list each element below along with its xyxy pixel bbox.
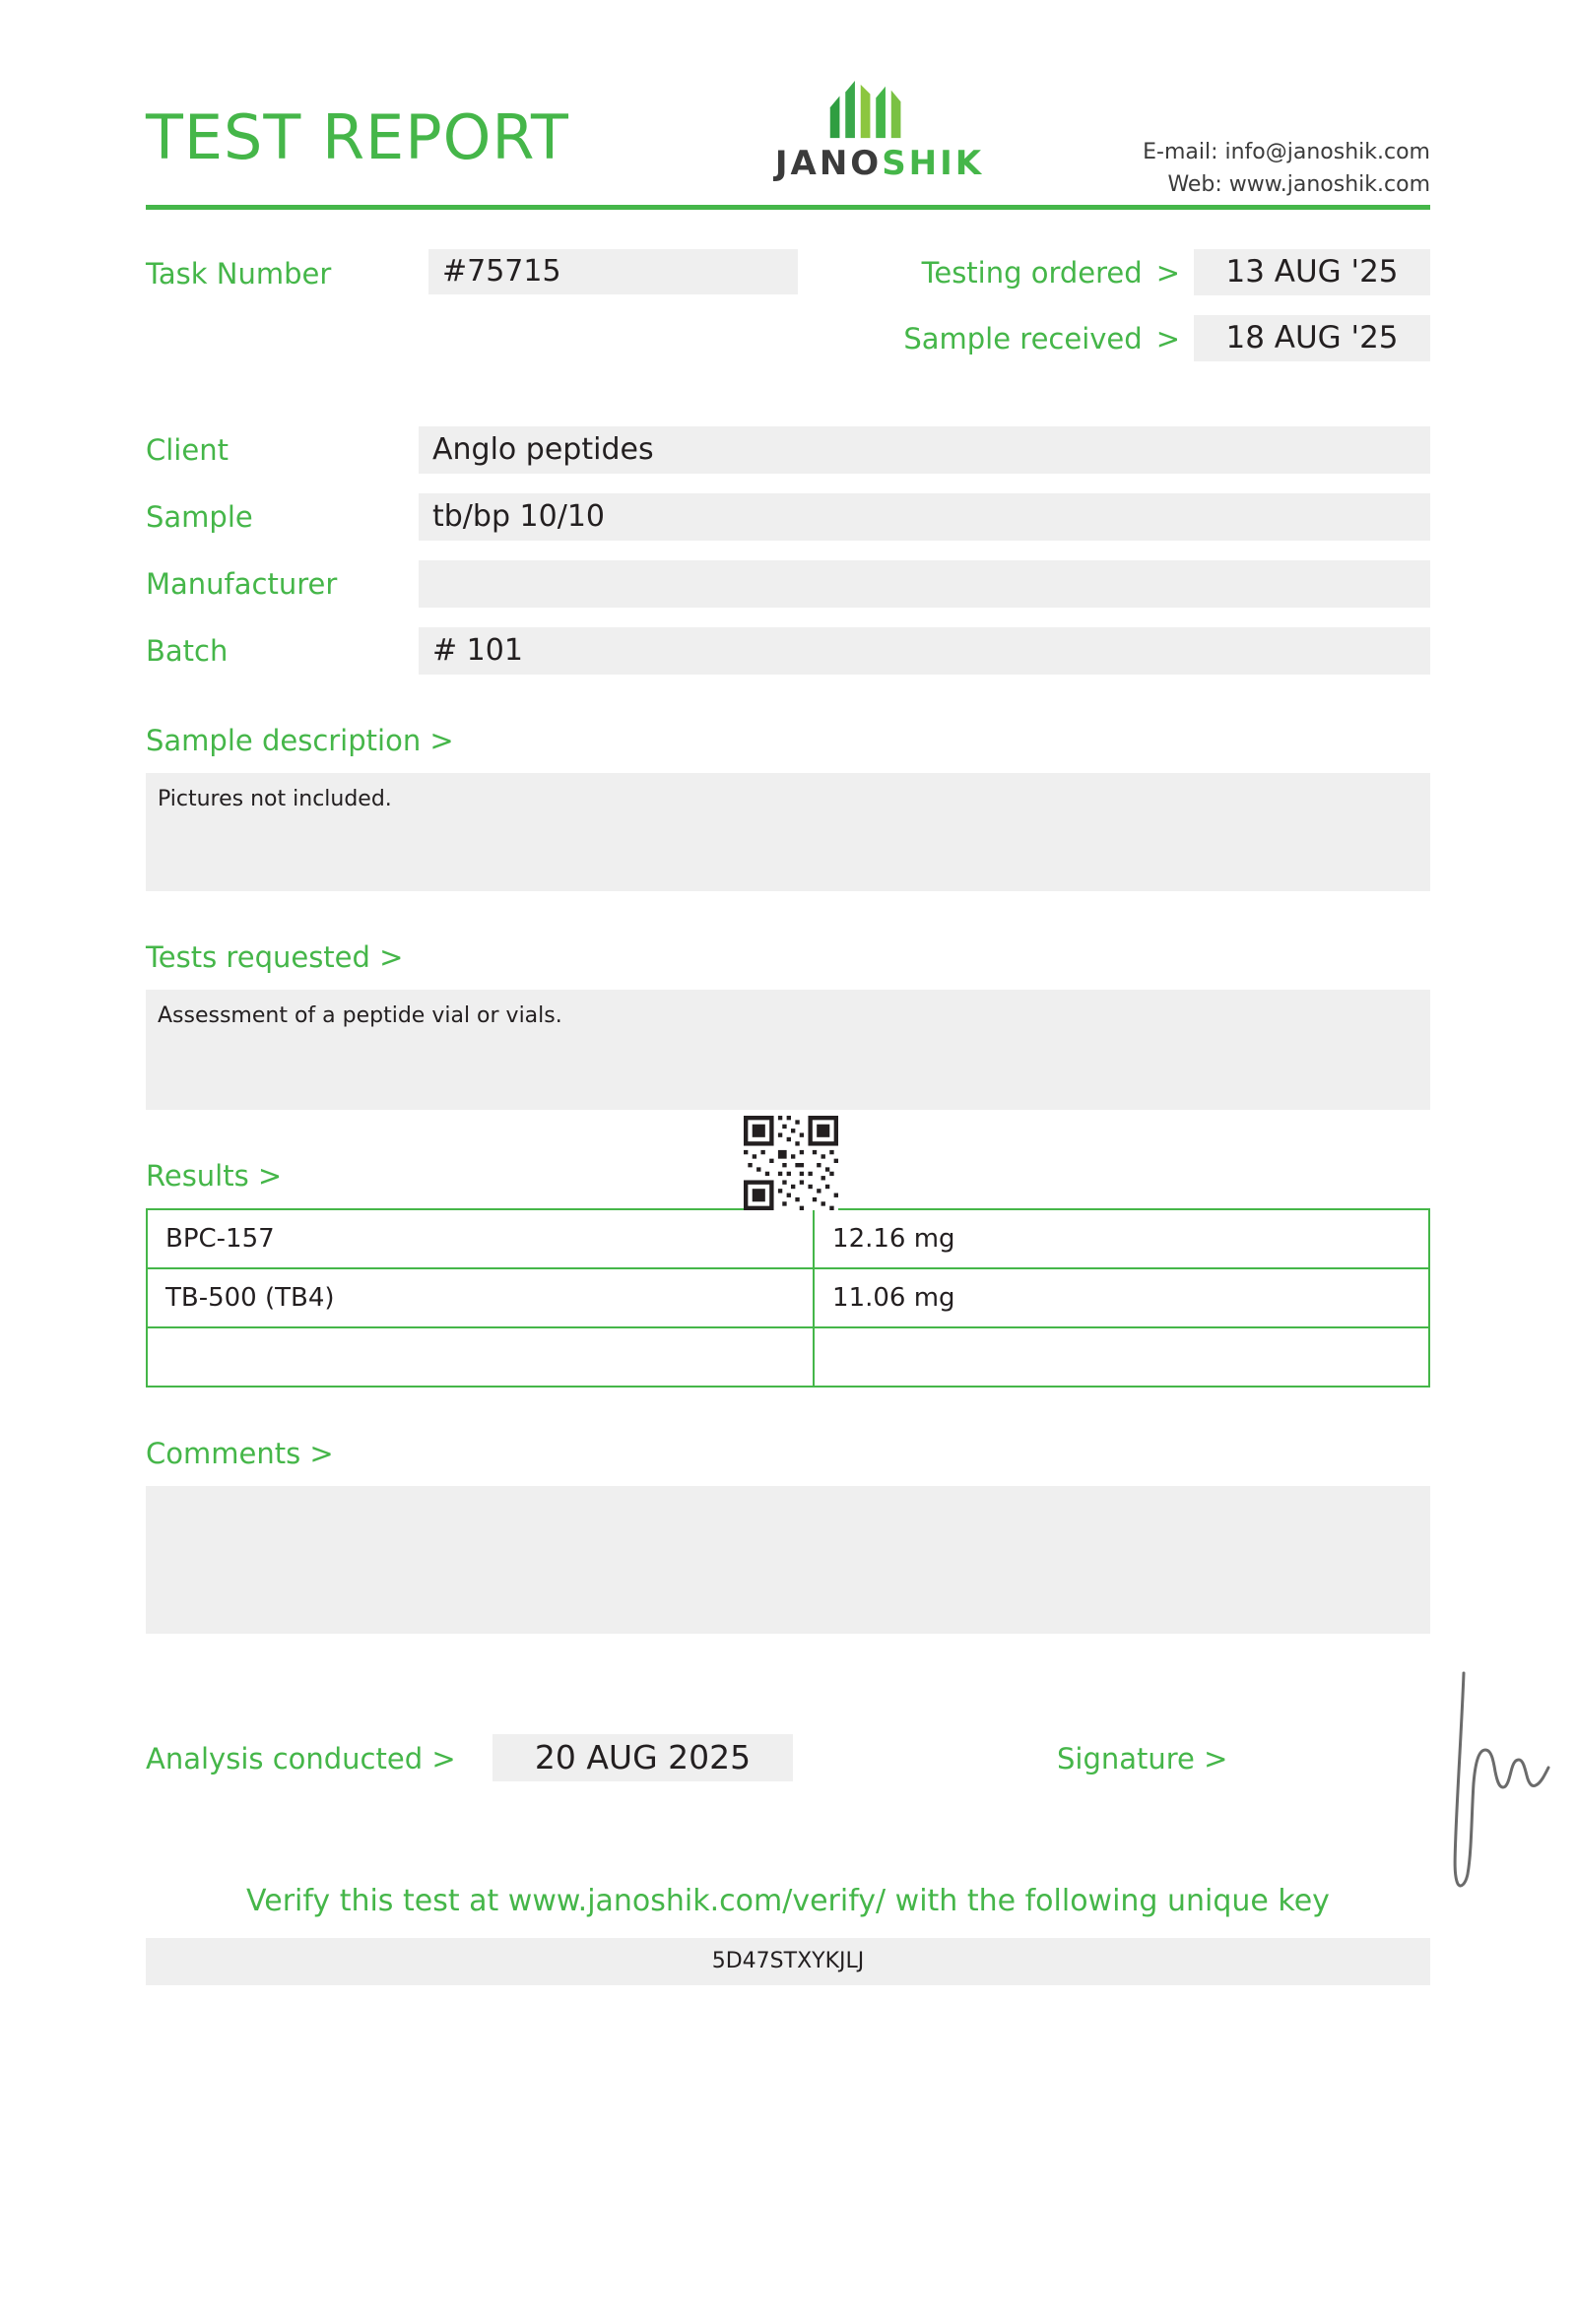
info-row-manufacturer bbox=[146, 560, 1430, 608]
contact-web: Web: www.janoshik.com bbox=[1167, 172, 1430, 197]
sample-label: Sample bbox=[146, 500, 253, 534]
task-row bbox=[146, 249, 1430, 365]
sample-value: tb/bp 10/10 bbox=[419, 493, 1430, 541]
result-name: TB-500 (TB4) bbox=[147, 1268, 814, 1327]
signature-label: Signature > bbox=[1057, 1742, 1228, 1775]
manufacturer-value bbox=[419, 560, 1430, 608]
result-value bbox=[814, 1327, 1429, 1387]
info-row-sample bbox=[146, 493, 1430, 541]
unique-key-value: 5D47STXYKJLJ bbox=[146, 1938, 1430, 1985]
manufacturer-label: Manufacturer bbox=[146, 567, 338, 601]
client-info-block bbox=[146, 426, 1430, 675]
verify-text: Verify this test at www.janoshik.com/verify/ with the following unique key bbox=[246, 1884, 1330, 1918]
footer-row bbox=[146, 1685, 1430, 1862]
sample-description-heading: Sample description > bbox=[146, 724, 454, 757]
date-fields bbox=[879, 249, 1430, 381]
sample-description-body: Pictures not included. bbox=[146, 773, 1430, 891]
batch-value: # 101 bbox=[419, 627, 1430, 675]
qr-code-icon bbox=[737, 1116, 845, 1210]
testing-ordered-row bbox=[879, 249, 1430, 295]
info-row-batch bbox=[146, 627, 1430, 675]
client-value: Anglo peptides bbox=[419, 426, 1430, 474]
logo-wordmark-green: SHIK bbox=[882, 144, 985, 183]
table-row bbox=[147, 1327, 1429, 1387]
signature-icon bbox=[1407, 1665, 1576, 1892]
result-value: 12.16 mg bbox=[814, 1209, 1429, 1268]
contact-info bbox=[1143, 136, 1430, 201]
janoshik-logo bbox=[727, 79, 1032, 183]
testing-ordered-arrow-icon: > bbox=[1155, 255, 1180, 290]
tests-requested-body: Assessment of a peptide vial or vials. bbox=[146, 990, 1430, 1110]
testing-ordered-label: Testing ordered bbox=[921, 255, 1143, 290]
table-row bbox=[147, 1209, 1429, 1268]
report-header bbox=[146, 0, 1430, 197]
result-name: BPC-157 bbox=[147, 1209, 814, 1268]
table-row bbox=[147, 1268, 1429, 1327]
tests-requested-heading: Tests requested > bbox=[146, 940, 404, 974]
results-heading: Results > bbox=[146, 1159, 283, 1193]
comments-heading: Comments > bbox=[146, 1437, 334, 1470]
results-table bbox=[146, 1208, 1430, 1388]
sample-received-value: 18 AUG '25 bbox=[1194, 315, 1430, 361]
page-title: TEST REPORT bbox=[146, 101, 569, 173]
logo-mountains-icon bbox=[822, 79, 937, 140]
client-label: Client bbox=[146, 433, 229, 467]
testing-ordered-value: 13 AUG '25 bbox=[1194, 249, 1430, 295]
comments-body bbox=[146, 1486, 1430, 1634]
contact-email: E-mail: info@janoshik.com bbox=[1143, 140, 1430, 164]
results-section bbox=[146, 1159, 1430, 1388]
task-number-value: #75715 bbox=[428, 249, 798, 294]
header-divider bbox=[146, 205, 1430, 210]
logo-wordmark-dark: JANO bbox=[774, 144, 883, 183]
sample-received-label: Sample received bbox=[903, 321, 1143, 355]
task-number-label: Task Number bbox=[146, 257, 332, 290]
logo-wordmark bbox=[727, 144, 1032, 183]
info-row-client bbox=[146, 426, 1430, 474]
sample-received-arrow-icon: > bbox=[1155, 321, 1180, 355]
analysis-conducted-label: Analysis conducted > bbox=[146, 1742, 456, 1775]
batch-label: Batch bbox=[146, 634, 229, 668]
sample-received-row bbox=[879, 315, 1430, 361]
analysis-conducted-value: 20 AUG 2025 bbox=[492, 1734, 793, 1781]
result-name bbox=[147, 1327, 814, 1387]
result-value: 11.06 mg bbox=[814, 1268, 1429, 1327]
